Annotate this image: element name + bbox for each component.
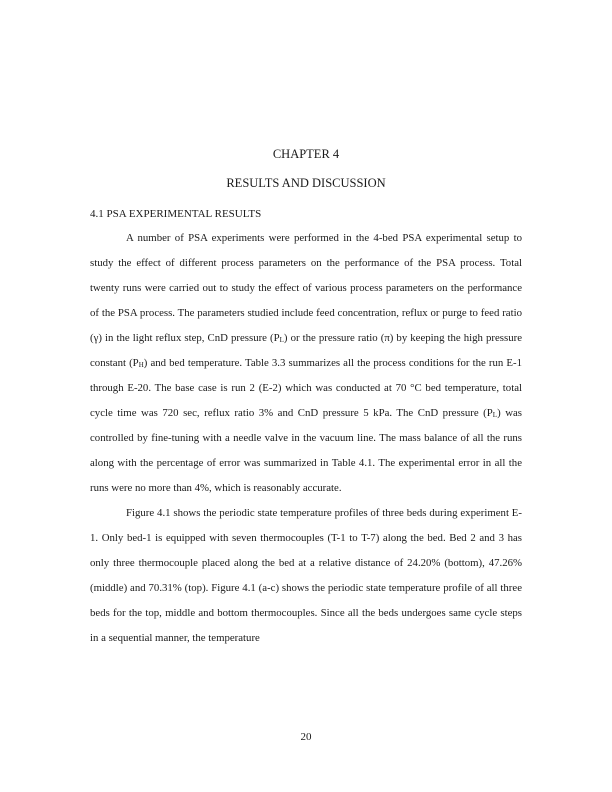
subscript-l: L	[279, 336, 284, 344]
page-number: 20	[300, 731, 312, 743]
subscript-h: H	[138, 361, 144, 369]
section-heading: 4.1 PSA EXPERIMENTAL RESULTS	[90, 208, 262, 220]
subscript-l: L	[492, 411, 498, 419]
paragraph-1-part-4: ) was controlled by fine-tuning with a needle valve in the vacuum line. The mass balance of all the runs along with the percentage of error was summarized in Table 4.1. The experimental error in all the runs were no more than 4%, which is reasonably accurate.	[90, 407, 523, 494]
body-text	[90, 226, 522, 651]
paragraph-2: Figure 4.1 shows the periodic state temperature profiles of three beds during experiment E-1. Only bed-1 is equipped with seven thermocouples (T-1 to T-7) along the bed. Bed 2 and 3 has only three thermocouple placed along the bed at a relative distance of 24.20% (bottom), 47.26% (middle) and 70.31% (top). Figure 4.1 (a-c) shows the periodic state temperature profile of all three beds for the top, middle and bottom thermocouples. Since all the beds undergoes same cycle steps in a sequential manner, the temperature	[90, 507, 522, 644]
paragraph-1-part-1: A number of PSA experiments were performed in the 4-bed PSA experimental setup to study the effect of different process parameters on the performance of the PSA process. Total twenty runs were carried out to study the effect of various process parameters on the performance of the PSA process. The parameters studied include feed concentration, reflux or purge to feed ratio (γ) in the light reflux step, CnD pressure (P	[90, 232, 522, 344]
paragraph-1-part-2: ) or the pressure ratio (π) by keeping the high pressure constant (P	[90, 332, 522, 369]
paragraph-1-part-3: ) and bed temperature. Table 3.3 summarizes all the process conditions for the run E-1 through E-20. The base case is run 2 (E-2) which was conducted at 70 °C bed temperature, total cycle time was 720 sec, reflux ratio 3% and CnD pressure 5 kPa. The CnD pressure (P	[90, 357, 522, 419]
chapter-number: CHAPTER 4	[272, 147, 340, 161]
chapter-title: RESULTS AND DISCUSSION	[226, 176, 386, 190]
paragraph-1	[90, 226, 522, 501]
